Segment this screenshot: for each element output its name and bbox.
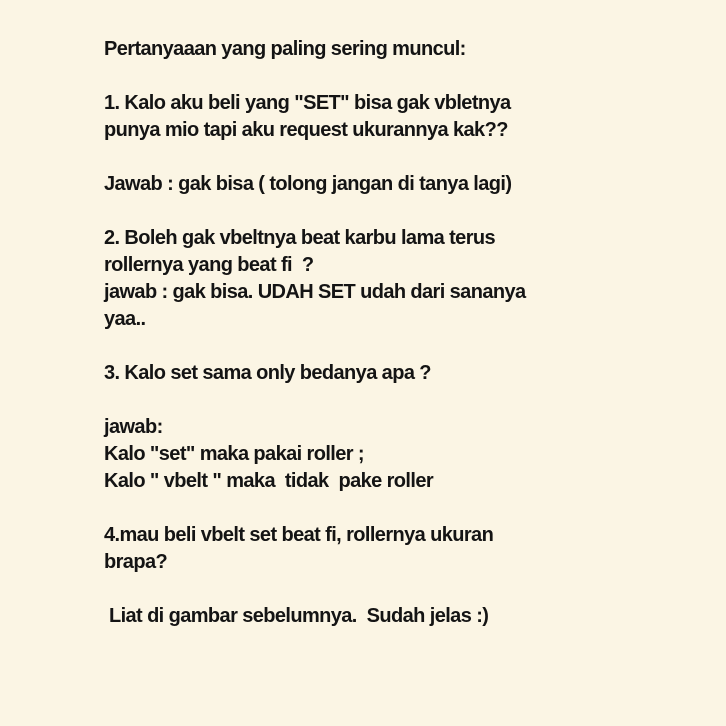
question-3: 3. Kalo set sama only bedanya apa ? [104, 362, 431, 384]
spacer [104, 387, 704, 414]
page-heading: Pertanyaaan yang paling sering muncul: [104, 38, 466, 60]
question-1-line-2: punya mio tapi aku request ukurannya kak?? [104, 119, 508, 141]
answer-4: Liat di gambar sebelumnya. Sudah jelas :) [104, 605, 489, 627]
question-4-line-1: 4.mau beli vbelt set beat fi, rollernya ukuran [104, 524, 494, 546]
spacer [104, 144, 704, 171]
faq-document [104, 36, 704, 630]
question-2-line-1: 2. Boleh gak vbeltnya beat karbu lama terus [104, 227, 496, 249]
answer-2-line-2: yaa.. [104, 308, 146, 330]
answer-2-line-1: jawab : gak bisa. UDAH SET udah dari sananya [104, 281, 526, 303]
answer-3-label: jawab: [104, 416, 163, 438]
answer-3-line-2: Kalo " vbelt " maka tidak pake roller [104, 470, 434, 492]
spacer [104, 333, 704, 360]
spacer [104, 576, 704, 603]
question-1-line-1: 1. Kalo aku beli yang "SET" bisa gak vbletnya [104, 92, 511, 114]
spacer [104, 495, 704, 522]
question-4-line-2: brapa? [104, 551, 168, 573]
spacer [104, 63, 704, 90]
question-2-line-2: rollernya yang beat fi ? [104, 254, 314, 276]
answer-1: Jawab : gak bisa ( tolong jangan di tanya lagi) [104, 173, 512, 195]
answer-3-line-1: Kalo "set" maka pakai roller ; [104, 443, 364, 465]
spacer [104, 198, 704, 225]
